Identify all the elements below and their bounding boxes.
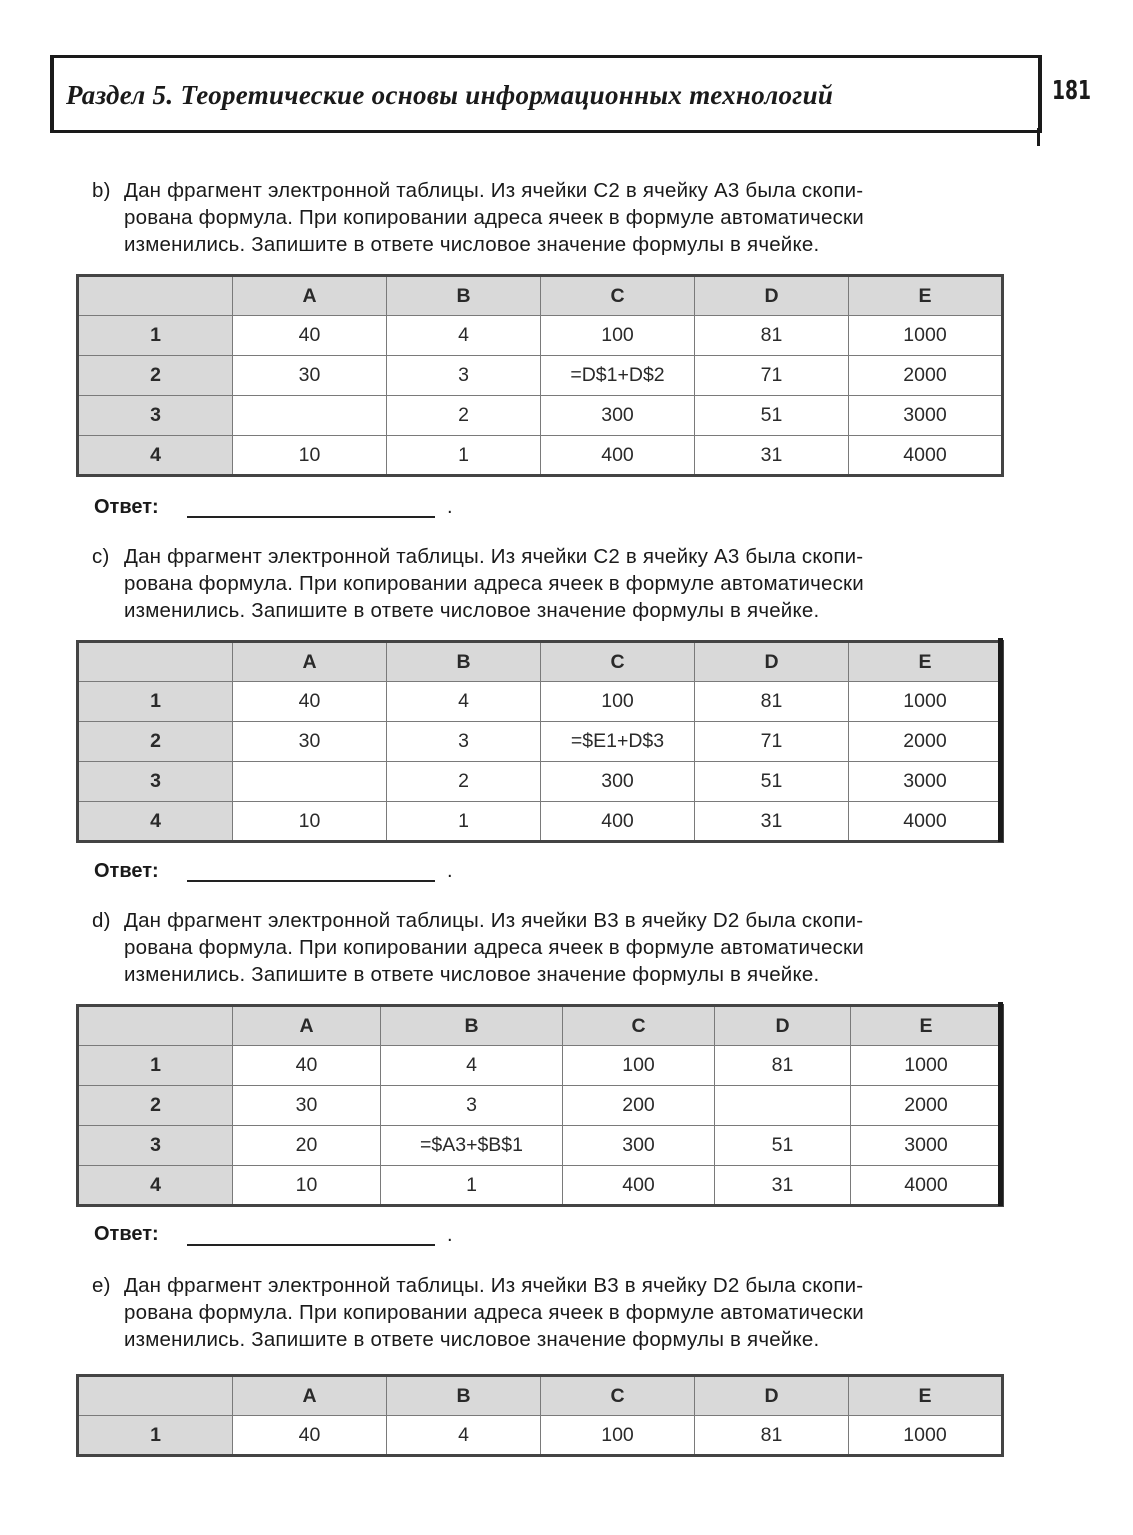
column-header: B xyxy=(387,642,541,682)
task-text-line: рована формула. При копировании адреса ячеек в формуле автоматически xyxy=(124,936,864,959)
table-row xyxy=(78,1126,1003,1166)
cell: 1 xyxy=(381,1166,563,1206)
cell: 1 xyxy=(387,802,541,842)
task-text-line: изменились. Запишите в ответе числовое значение формулы в ячейке. xyxy=(124,233,820,256)
answer-dot: . xyxy=(447,1224,453,1246)
column-header: B xyxy=(387,276,541,316)
spreadsheet-fragment-e xyxy=(76,1374,1004,1457)
cell: 2000 xyxy=(849,356,1003,396)
column-header: C xyxy=(563,1006,715,1046)
row-header: 3 xyxy=(78,396,233,436)
cell: 31 xyxy=(695,436,849,476)
section-header xyxy=(50,55,1042,133)
table-row xyxy=(78,396,1003,436)
task-letter: c) xyxy=(92,545,110,568)
cell: 81 xyxy=(695,1416,849,1456)
row-header: 3 xyxy=(78,762,233,802)
task-e xyxy=(92,1272,1022,1353)
cell: 3000 xyxy=(849,396,1003,436)
column-header: B xyxy=(387,1376,541,1416)
table-row xyxy=(78,682,1003,722)
margin-bracket xyxy=(998,1002,1003,1206)
column-header: C xyxy=(541,642,695,682)
column-header: D xyxy=(695,276,849,316)
task-text-line: Дан фрагмент электронной таблицы. Из ячейки B3 в ячейку D2 была скопи- xyxy=(124,909,864,932)
column-header: A xyxy=(233,1376,387,1416)
spreadsheet-fragment-c xyxy=(76,640,1004,843)
cell: 4 xyxy=(381,1046,563,1086)
cell: 51 xyxy=(695,762,849,802)
column-header: D xyxy=(715,1006,851,1046)
column-header: D xyxy=(695,1376,849,1416)
column-header: D xyxy=(695,642,849,682)
cell: 51 xyxy=(715,1126,851,1166)
formula-cell: =$E1+D$3 xyxy=(541,722,695,762)
table-row xyxy=(78,316,1003,356)
cell: 3000 xyxy=(851,1126,1003,1166)
task-text-line: рована формула. При копировании адреса ячеек в формуле автоматически xyxy=(124,1301,864,1324)
row-header: 1 xyxy=(78,1046,233,1086)
task-text-line: Дан фрагмент электронной таблицы. Из ячейки C2 в ячейку A3 была скопи- xyxy=(124,179,864,202)
task-letter: b) xyxy=(92,179,111,202)
answer-label: Ответ: xyxy=(94,860,159,882)
task-text-line: изменились. Запишите в ответе числовое значение формулы в ячейке. xyxy=(124,1328,820,1351)
cell: 400 xyxy=(563,1166,715,1206)
row-header: 4 xyxy=(78,436,233,476)
task-letter: e) xyxy=(92,1274,111,1297)
column-header: B xyxy=(381,1006,563,1046)
formula-cell: =D$1+D$2 xyxy=(541,356,695,396)
column-header: E xyxy=(849,1376,1003,1416)
column-header-row xyxy=(78,1006,1003,1046)
column-header: E xyxy=(851,1006,1003,1046)
cell: 81 xyxy=(695,316,849,356)
row-header: 4 xyxy=(78,1166,233,1206)
column-header: A xyxy=(233,642,387,682)
cell: 1000 xyxy=(851,1046,1003,1086)
cell: 1 xyxy=(387,436,541,476)
table-row xyxy=(78,722,1003,762)
task-c xyxy=(92,543,1022,624)
margin-bracket xyxy=(998,638,1003,842)
task-text-line: изменились. Запишите в ответе числовое значение формулы в ячейке. xyxy=(124,963,820,986)
cell: 3 xyxy=(381,1086,563,1126)
row-header: 1 xyxy=(78,316,233,356)
task-letter: d) xyxy=(92,909,111,932)
column-header-row xyxy=(78,276,1003,316)
cell: 3 xyxy=(387,356,541,396)
cell: 10 xyxy=(233,802,387,842)
cell: 1000 xyxy=(849,682,1003,722)
column-header: A xyxy=(233,276,387,316)
cell: 2000 xyxy=(849,722,1003,762)
cell: 3000 xyxy=(849,762,1003,802)
task-d xyxy=(92,907,1022,988)
cell: 40 xyxy=(233,682,387,722)
column-header: C xyxy=(541,1376,695,1416)
column-header: E xyxy=(849,276,1003,316)
cell: 100 xyxy=(541,682,695,722)
cell: 31 xyxy=(695,802,849,842)
cell: 81 xyxy=(715,1046,851,1086)
header-rule xyxy=(1037,128,1040,146)
cell: 4000 xyxy=(849,436,1003,476)
task-b xyxy=(92,177,1022,258)
row-header: 1 xyxy=(78,682,233,722)
task-text-line: Дан фрагмент электронной таблицы. Из ячейки B3 в ячейку D2 была скопи- xyxy=(124,1274,864,1297)
cell: 20 xyxy=(233,1126,381,1166)
cell: 300 xyxy=(541,396,695,436)
page-number: 181 xyxy=(1052,76,1092,106)
cell: 4 xyxy=(387,316,541,356)
cell: 40 xyxy=(233,316,387,356)
task-text-line: рована формула. При копировании адреса ячеек в формуле автоматически xyxy=(124,572,864,595)
row-header: 3 xyxy=(78,1126,233,1166)
answer-label: Ответ: xyxy=(94,496,159,518)
cell: 10 xyxy=(233,1166,381,1206)
cell: 400 xyxy=(541,436,695,476)
column-header: C xyxy=(541,276,695,316)
row-header: 1 xyxy=(78,1416,233,1456)
spreadsheet-fragment-d xyxy=(76,1004,1004,1207)
cell: 30 xyxy=(233,356,387,396)
task-text-line: Дан фрагмент электронной таблицы. Из ячейки C2 в ячейку A3 была скопи- xyxy=(124,545,864,568)
table-row xyxy=(78,1046,1003,1086)
task-text-line: рована формула. При копировании адреса ячеек в формуле автоматически xyxy=(124,206,864,229)
answer-label: Ответ: xyxy=(94,1223,159,1245)
column-header-row xyxy=(78,1376,1003,1416)
table-row xyxy=(78,1166,1003,1206)
cell: 200 xyxy=(563,1086,715,1126)
table-row xyxy=(78,1086,1003,1126)
cell: 10 xyxy=(233,436,387,476)
cell: 51 xyxy=(695,396,849,436)
row-header: 2 xyxy=(78,722,233,762)
cell: 1000 xyxy=(849,316,1003,356)
cell: 40 xyxy=(233,1046,381,1086)
corner-cell xyxy=(78,1376,233,1416)
row-header: 2 xyxy=(78,1086,233,1126)
cell: 4 xyxy=(387,1416,541,1456)
cell: 400 xyxy=(541,802,695,842)
corner-cell xyxy=(78,276,233,316)
cell: 31 xyxy=(715,1166,851,1206)
cell: 3 xyxy=(387,722,541,762)
formula-cell: =$A3+$B$1 xyxy=(381,1126,563,1166)
cell: 2 xyxy=(387,396,541,436)
answer-field[interactable] xyxy=(187,516,435,518)
row-header: 2 xyxy=(78,356,233,396)
cell xyxy=(715,1086,851,1126)
cell: 4 xyxy=(387,682,541,722)
table-row xyxy=(78,436,1003,476)
corner-cell xyxy=(78,642,233,682)
cell xyxy=(233,762,387,802)
answer-dot: . xyxy=(447,860,453,882)
cell: 71 xyxy=(695,722,849,762)
cell: 2 xyxy=(387,762,541,802)
cell: 300 xyxy=(563,1126,715,1166)
cell: 4000 xyxy=(851,1166,1003,1206)
corner-cell xyxy=(78,1006,233,1046)
cell: 100 xyxy=(541,316,695,356)
cell: 30 xyxy=(233,722,387,762)
cell: 4000 xyxy=(849,802,1003,842)
spreadsheet-fragment-b xyxy=(76,274,1004,477)
row-header: 4 xyxy=(78,802,233,842)
cell: 300 xyxy=(541,762,695,802)
cell: 40 xyxy=(233,1416,387,1456)
cell xyxy=(233,396,387,436)
column-header-row xyxy=(78,642,1003,682)
task-text-line: изменились. Запишите в ответе числовое значение формулы в ячейке. xyxy=(124,599,820,622)
column-header: E xyxy=(849,642,1003,682)
cell: 81 xyxy=(695,682,849,722)
cell: 71 xyxy=(695,356,849,396)
cell: 100 xyxy=(563,1046,715,1086)
cell: 2000 xyxy=(851,1086,1003,1126)
cell: 30 xyxy=(233,1086,381,1126)
cell: 100 xyxy=(541,1416,695,1456)
table-row xyxy=(78,356,1003,396)
answer-dot: . xyxy=(447,496,453,518)
table-row xyxy=(78,762,1003,802)
table-row xyxy=(78,802,1003,842)
table-row xyxy=(78,1416,1003,1456)
cell: 1000 xyxy=(849,1416,1003,1456)
section-title: Раздел 5. Теоретические основы информационных технологий xyxy=(66,80,834,110)
answer-field[interactable] xyxy=(187,880,435,882)
answer-field[interactable] xyxy=(187,1244,435,1246)
column-header: A xyxy=(233,1006,381,1046)
